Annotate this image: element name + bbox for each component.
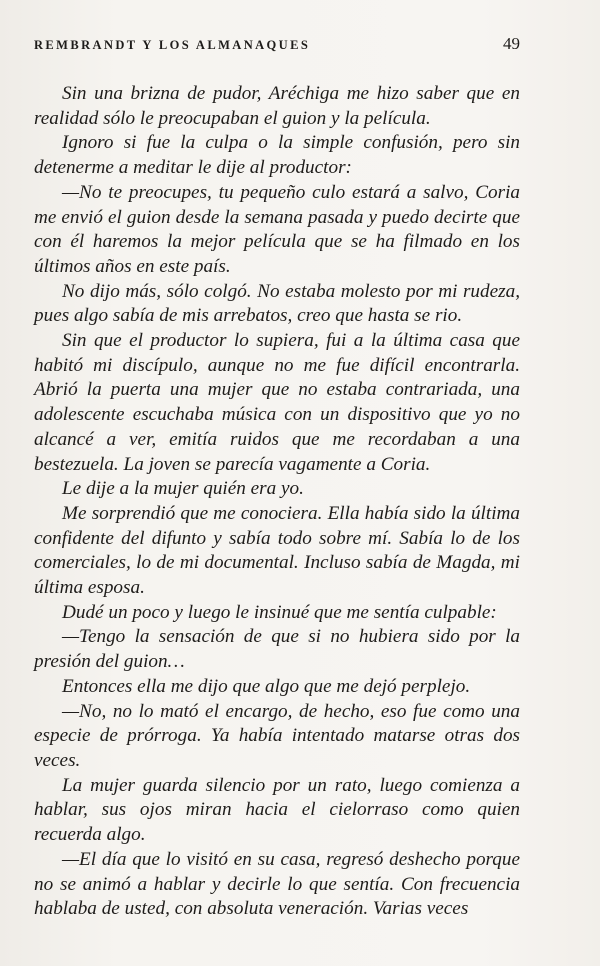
paragraph: —Tengo la sensación de que si no hubiera sido por la presión del guion… <box>34 626 520 673</box>
paragraph: Ignoro si fue la culpa o la simple confusión, pero sin detenerme a meditar le dije al productor: <box>34 132 520 179</box>
running-title: REMBRANDT Y LOS ALMANAQUES <box>34 38 311 52</box>
paragraph: La mujer guarda silencio por un rato, luego comienza a hablar, sus ojos miran hacia el cielorraso como quien recuerda algo. <box>34 774 520 846</box>
paragraph: No dijo más, sólo colgó. No estaba molesto por mi rudeza, pues algo sabía de mis arrebatos, creo que hasta se rio. <box>34 280 520 327</box>
page-number: 49 <box>503 34 520 53</box>
paragraph: Dudé un poco y luego le insinué que me sentía culpable: <box>62 601 497 623</box>
body-text <box>34 82 520 922</box>
paragraph: —No te preocupes, tu pequeño culo estará a salvo, Coria me envió el guion desde la semana pasada y puedo decirte que con él haremos la mejor película que se ha filmado en los últimos años en este país. <box>34 181 520 277</box>
paragraph: Sin que el productor lo supiera, fui a la última casa que habitó mi discípulo, aunque no me fue difícil encontrarla. Abrió la puerta una mujer que no estaba contrariada, una adolescente escuchaba música con un dispositivo que yo no alcancé a ver, emitía ruidos que me recordaban a una bestezuela. La joven se parecía vagamente a Coria. <box>34 330 520 475</box>
page-header <box>34 34 520 54</box>
paragraph: —No, no lo mató el encargo, de hecho, eso fue como una especie de prórroga. Ya había intentado matarse otras dos veces. <box>34 700 520 771</box>
paragraph: Sin una brizna de pudor, Aréchiga me hizo saber que en realidad sólo le preocupaban el guion y la película. <box>34 83 520 129</box>
paragraph: —El día que lo visitó en su casa, regresó deshecho porque no se animó a hablar y decirle lo que sentía. Con frecuencia hablaba de usted, con absoluta veneración. Varias veces <box>34 848 520 920</box>
paragraph: Entonces ella me dijo que algo que me dejó perplejo. <box>62 675 471 697</box>
paragraph: Le dije a la mujer quién era yo. <box>62 478 304 500</box>
paragraph: Me sorprendió que me conociera. Ella había sido la última confidente del difunto y sabía todo sobre mí. Sabía lo de los comerciales, lo de mi documental. Incluso sabía de Magda, mi última esposa. <box>34 502 520 599</box>
